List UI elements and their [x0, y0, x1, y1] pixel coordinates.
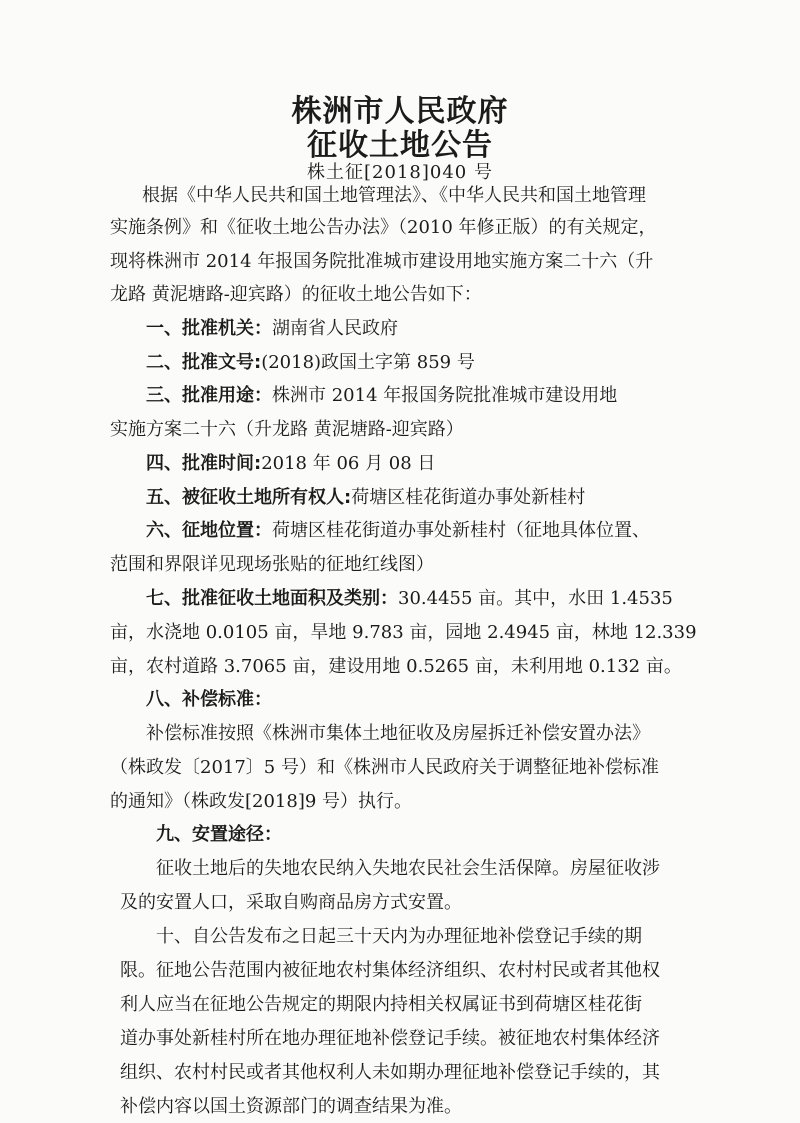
- section-text: 荷塘区桂花街道办事处新桂村: [351, 487, 586, 508]
- section-text: (2018)政国土字第 859 号: [261, 352, 475, 373]
- intro-line: 现将株洲市 2014 年报国务院批准城市建设用地实施方案二十六（升: [110, 251, 654, 272]
- section-text: 30.4455 亩。其中，水田 1.4535: [398, 588, 673, 609]
- section-text: 湖南省人民政府: [272, 318, 398, 339]
- section-label: 三、批准用途：: [146, 385, 272, 406]
- section-label: 六、征地位置：: [146, 520, 272, 541]
- section-resettlement-heading: 九、安置途径：: [156, 824, 282, 845]
- section-label: 七、批准征收土地面积及类别：: [146, 588, 398, 609]
- section-approval-authority: [146, 317, 800, 341]
- section-compensation-line: （株政发〔2017〕5 号）和《株洲市人民政府关于调整征地补偿标准: [110, 757, 659, 778]
- section-continuation: 亩，农村道路 3.7065 亩，建设用地 0.5265 亩，未利用地 0.132 亩。: [110, 656, 682, 677]
- section-land-area: [146, 587, 800, 611]
- section-compensation-line: 补偿标准按照《株洲市集体土地征收及房屋拆迁补偿安置办法》: [146, 723, 650, 744]
- document-title-line1: 株洲市人民政府: [291, 94, 509, 129]
- section-registration-line: 组织、农村村民或者其他权利人未如期办理征地补偿登记手续的，其: [120, 1062, 660, 1083]
- document-title-line2: 征收土地公告: [307, 128, 493, 163]
- section-registration-line: 十、自公告发布之日起三十天内为办理征地补偿登记手续的期: [156, 926, 642, 947]
- intro-line: 根据《中华人民共和国土地管理法》、《中华人民共和国土地管理: [142, 185, 646, 206]
- section-continuation: 亩，水浇地 0.0105 亩，旱地 9.783 亩，园地 2.4945 亩，林地 12.339: [110, 622, 697, 643]
- section-continuation: 范围和界限详见现场张贴的征地红线图）: [110, 554, 434, 575]
- section-land-owner: [146, 486, 800, 510]
- section-text: 株洲市 2014 年报国务院批准城市建设用地: [272, 385, 618, 406]
- section-registration-line: 补偿内容以国土资源部门的调查结果为准。: [120, 1096, 462, 1117]
- section-compensation-heading: 八、补偿标准：: [146, 689, 272, 710]
- section-label: 五、被征收土地所有权人:: [146, 487, 352, 508]
- section-approval-purpose: [146, 384, 800, 408]
- section-resettlement-line: 及的安置人口，采取自购商品房方式安置。: [120, 892, 462, 913]
- section-label: 一、批准机关：: [146, 318, 272, 339]
- section-label: 四、批准时间:: [146, 453, 262, 474]
- section-land-location: [146, 519, 800, 543]
- section-approval-date: [146, 452, 800, 476]
- document-number: 株土征[2018]040 号: [307, 162, 493, 183]
- section-compensation-line: 的通知》（株政发[2018]9 号）执行。: [110, 791, 413, 812]
- intro-line: 龙路 黄泥塘路-迎宾路）的征收土地公告如下：: [110, 284, 482, 305]
- section-approval-number: [146, 351, 800, 375]
- section-registration-line: 道办事处新桂村所在地办理征地补偿登记手续。被征地农村集体经济: [120, 1028, 660, 1049]
- section-resettlement-line: 征收土地后的失地农民纳入失地农民社会生活保障。房屋征收涉: [156, 858, 660, 879]
- section-text: 2018 年 06 月 08 日: [261, 453, 436, 474]
- section-registration-line: 利人应当在征地公告规定的期限内持相关权属证书到荷塘区桂花街: [120, 994, 642, 1015]
- section-registration-line: 限。征地公告范围内被征地农村集体经济组织、农村村民或者其他权: [120, 960, 660, 981]
- section-text: 荷塘区桂花街道办事处新桂村（征地具体位置、: [272, 520, 650, 541]
- section-label: 二、批准文号:: [146, 352, 262, 373]
- intro-line: 实施条例》和《征收土地公告办法》（2010 年修正版）的有关规定，: [110, 217, 657, 238]
- section-continuation: 实施方案二十六（升龙路 黄泥塘路-迎宾路）: [110, 419, 464, 440]
